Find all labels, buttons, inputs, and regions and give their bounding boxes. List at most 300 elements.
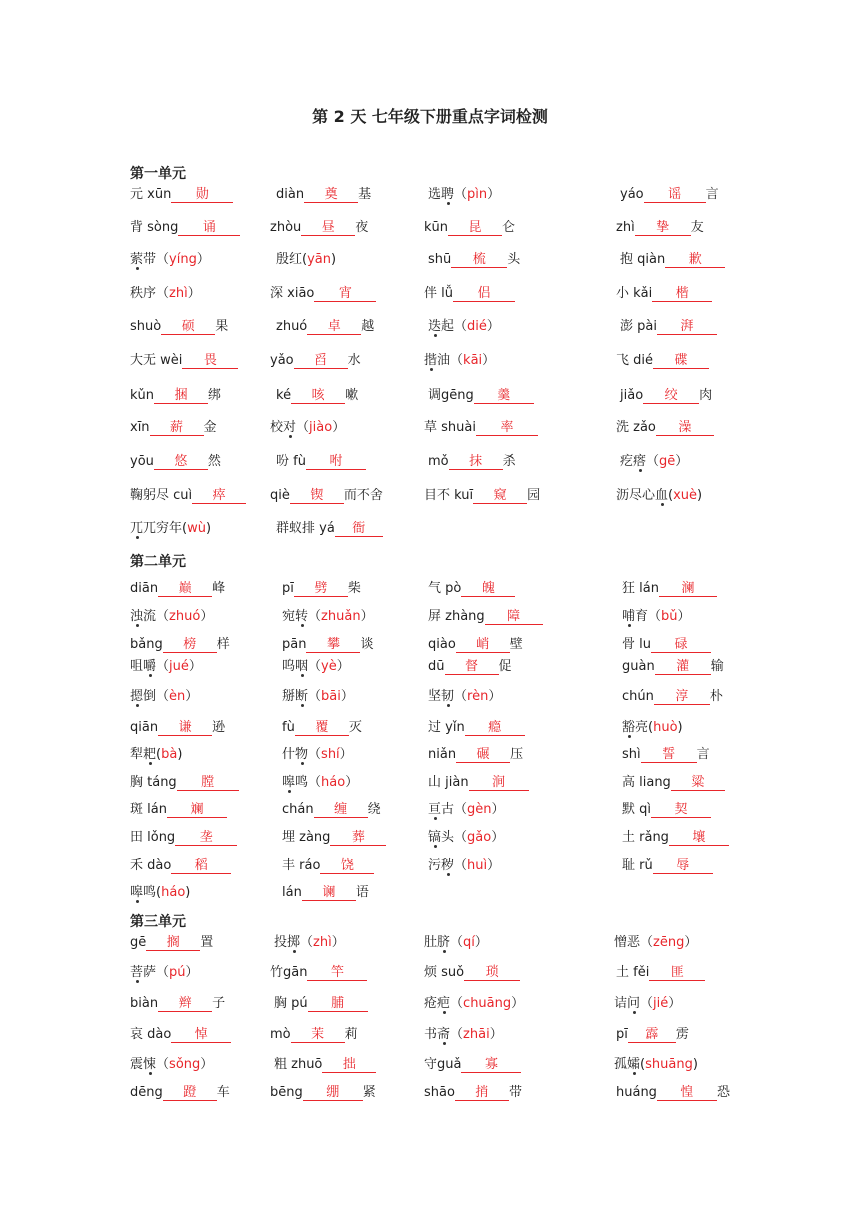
word-item xyxy=(614,934,697,952)
word-item xyxy=(428,857,500,875)
pinyin-answer: qí xyxy=(463,935,475,950)
pinyin-answer: yān xyxy=(307,252,331,267)
pinyin-answer: rèn xyxy=(467,689,489,704)
answer-blank: 捆 xyxy=(154,389,208,404)
prefix-text: 草 shuài xyxy=(424,420,476,435)
word-item xyxy=(622,719,683,737)
paren-close: ） xyxy=(668,996,682,1011)
prefix-text: 伴 lǚ xyxy=(424,286,453,301)
prefix-text: 诘 xyxy=(614,996,628,1011)
answer-blank: 楷 xyxy=(652,287,712,302)
word-item xyxy=(622,801,711,819)
word-item xyxy=(622,688,723,706)
paren-open: （ xyxy=(156,286,170,301)
paren-open: ( xyxy=(668,488,674,503)
suffix-text: 语 xyxy=(355,885,369,900)
prefix-text: diān xyxy=(130,581,159,596)
dotted-char: 菩 xyxy=(130,965,144,980)
dotted-char: 断 xyxy=(295,689,309,704)
paren-close: ） xyxy=(684,935,698,950)
word-item xyxy=(616,487,702,505)
prefix-text: qiào xyxy=(428,637,456,652)
answer-blank: 督 xyxy=(445,660,499,675)
answer-blank: 宵 xyxy=(314,287,376,302)
word-item xyxy=(130,352,238,370)
paren-open: （ xyxy=(296,420,310,435)
paren-open: （ xyxy=(156,965,170,980)
word-row xyxy=(0,186,860,208)
word-item xyxy=(622,658,724,676)
dotted-char: 血 xyxy=(655,488,669,503)
paren-open: （ xyxy=(454,802,468,817)
prefix-text: 粗 zhuō xyxy=(274,1057,323,1072)
answer-blank: 涧 xyxy=(469,776,529,791)
pinyin-answer: gē xyxy=(659,454,676,469)
suffix-text: 子 xyxy=(212,996,226,1011)
word-row xyxy=(0,995,860,1017)
dotted-char: 嗥 xyxy=(282,775,296,790)
prefix-text: kǔn xyxy=(130,388,155,403)
prefix-text: 狂 lán xyxy=(622,581,659,596)
prefix-text: 选 xyxy=(428,187,442,202)
paren-open: （ xyxy=(450,353,464,368)
prefix-text: 默 qì xyxy=(622,802,651,817)
word-row xyxy=(0,801,860,823)
dotted-char: 豁 xyxy=(622,720,636,735)
word-row xyxy=(0,520,860,542)
answer-blank: 窥 xyxy=(473,489,527,504)
word-item xyxy=(274,1056,376,1074)
suffix-text: 车 xyxy=(216,1085,230,1100)
prefix-text: jiǎo xyxy=(620,388,644,403)
word-item xyxy=(424,419,538,437)
pinyin-answer: jié xyxy=(653,996,669,1011)
prefix-text: 土 rǎng xyxy=(622,830,669,845)
suffix-text: 头 xyxy=(507,252,521,267)
word-item xyxy=(428,186,500,204)
answer-blank: 斓 xyxy=(167,803,227,818)
paren-close: ) xyxy=(205,521,212,536)
suffix-text: 杀 xyxy=(502,454,516,469)
paren-open: （ xyxy=(454,187,468,202)
answer-blank: 垄 xyxy=(175,831,237,846)
word-row xyxy=(0,719,860,741)
prefix-text: guàn xyxy=(622,659,655,674)
pinyin-answer: pú xyxy=(169,965,186,980)
suffix-text: 谈 xyxy=(360,637,374,652)
word-item xyxy=(428,801,505,819)
word-item xyxy=(282,658,350,676)
paren-open: （ xyxy=(648,609,662,624)
word-row xyxy=(0,453,860,475)
answer-blank: 障 xyxy=(485,610,543,625)
pinyin-answer: háo xyxy=(321,775,346,790)
pinyin-answer: bǔ xyxy=(661,609,678,624)
prefix-text: mò xyxy=(270,1027,291,1042)
prefix-text: 胸 pú xyxy=(274,996,308,1011)
dotted-char: 对 xyxy=(283,420,297,435)
prefix-text: 禾 dào xyxy=(130,858,172,873)
prefix-text: lán xyxy=(282,885,302,900)
answer-blank: 缠 xyxy=(314,803,368,818)
page-title: 第 2 天 七年级下册重点字词检测 xyxy=(312,107,548,126)
word-item xyxy=(270,1084,376,1102)
prefix-text: zhì xyxy=(616,220,635,235)
prefix-text: 田 lǒng xyxy=(130,830,176,845)
suffix-text: 灭 xyxy=(348,720,362,735)
pinyin-answer: zēng xyxy=(653,935,685,950)
word-item xyxy=(282,774,358,792)
word-item xyxy=(130,964,199,982)
answer-blank: 霹 xyxy=(628,1028,676,1043)
answer-blank: 葬 xyxy=(330,831,386,846)
word-item xyxy=(622,746,710,764)
paren-open: （ xyxy=(454,319,468,334)
prefix-text: chán xyxy=(282,802,314,817)
word-item xyxy=(130,580,225,598)
suffix-text: 紧 xyxy=(362,1085,376,1100)
word-row xyxy=(0,318,860,340)
answer-blank: 挚 xyxy=(635,221,691,236)
paren-open: ( xyxy=(302,252,308,267)
word-item xyxy=(616,219,704,237)
paren-open: （ xyxy=(450,935,464,950)
dotted-char: 镐 xyxy=(428,830,442,845)
word-item xyxy=(130,658,202,676)
answer-blank: 硕 xyxy=(161,320,215,335)
prefix-text: zhòu xyxy=(270,220,302,235)
prefix-text: 耻 rǔ xyxy=(622,858,653,873)
prefix-text: 书 xyxy=(424,1027,438,1042)
word-item xyxy=(130,688,198,706)
word-item xyxy=(616,352,709,370)
pinyin-answer: dié xyxy=(467,319,487,334)
prefix-text: bǎng xyxy=(130,637,163,652)
prefix-text: 大无 wèi xyxy=(130,353,183,368)
pinyin-answer: jiào xyxy=(309,420,333,435)
prefix-text: 竹gān xyxy=(270,965,308,980)
prefix-text: shuò xyxy=(130,319,162,334)
prefix-text: 元 xūn xyxy=(130,187,172,202)
pinyin-answer: zhì xyxy=(313,935,332,950)
paren-open: （ xyxy=(156,252,170,267)
paren-open: （ xyxy=(308,747,322,762)
word-item xyxy=(622,774,725,792)
word-text: 兀穷年 xyxy=(143,521,183,536)
paren-open: （ xyxy=(156,659,170,674)
word-row xyxy=(0,487,860,509)
pinyin-answer: bāi xyxy=(321,689,341,704)
paren-close: ） xyxy=(482,353,496,368)
prefix-text: 屏 zhàng xyxy=(428,609,485,624)
answer-blank: 壤 xyxy=(669,831,729,846)
pinyin-answer: gǎo xyxy=(467,830,492,845)
paren-close: ） xyxy=(196,252,210,267)
dotted-char: 嗥 xyxy=(130,885,144,900)
suffix-text: 输 xyxy=(710,659,724,674)
answer-blank: 畏 xyxy=(182,354,238,369)
answer-blank: 搁 xyxy=(146,936,200,951)
dotted-char: 物 xyxy=(295,747,309,762)
suffix-text: 绑 xyxy=(208,388,222,403)
paren-close: ） xyxy=(360,609,374,624)
word-item xyxy=(424,219,515,237)
word-item xyxy=(616,964,705,982)
word-item xyxy=(282,884,369,902)
prefix-text: pī xyxy=(616,1027,628,1042)
answer-blank: 昆 xyxy=(448,221,502,236)
prefix-text: biàn xyxy=(130,996,159,1011)
paren-close: ） xyxy=(345,775,359,790)
prefix-text: 丰 ráo xyxy=(282,858,321,873)
pinyin-answer: shuāng xyxy=(645,1057,693,1072)
paren-close: ) xyxy=(185,885,191,900)
prefix-text: 疮 xyxy=(424,996,438,1011)
dotted-char: 迭 xyxy=(428,319,442,334)
word-text: 倒 xyxy=(143,689,157,704)
answer-blank: 瘁 xyxy=(192,489,246,504)
prefix-text: kūn xyxy=(424,220,449,235)
prefix-text: qiè xyxy=(270,488,290,503)
paren-open: ( xyxy=(648,720,654,735)
answer-blank: 巅 xyxy=(158,582,212,597)
paren-open: （ xyxy=(308,609,322,624)
prefix-text: 宛 xyxy=(282,609,296,624)
word-item xyxy=(130,285,201,303)
word-row xyxy=(0,1084,860,1106)
pinyin-answer: shí xyxy=(321,747,340,762)
unit-heading: 第二单元 xyxy=(130,554,186,570)
word-item xyxy=(282,580,361,598)
word-item xyxy=(620,251,725,269)
word-item xyxy=(270,352,361,370)
answer-blank: 悠 xyxy=(154,455,208,470)
prefix-text: niǎn xyxy=(428,747,457,762)
suffix-text: 嗽 xyxy=(345,388,359,403)
answer-blank: 舀 xyxy=(294,354,348,369)
suffix-text: 柴 xyxy=(347,581,361,596)
answer-blank: 卓 xyxy=(307,320,361,335)
word-item xyxy=(616,1026,689,1044)
suffix-text: 言 xyxy=(696,747,710,762)
suffix-text: 基 xyxy=(358,187,372,202)
unit-heading: 第三单元 xyxy=(130,914,186,930)
answer-blank: 膛 xyxy=(177,776,239,791)
word-row xyxy=(0,285,860,307)
word-row xyxy=(0,580,860,602)
word-row xyxy=(0,774,860,796)
paren-open: ( xyxy=(182,521,188,536)
answer-blank: 锲 xyxy=(290,489,344,504)
prefix-text: 群蚁排 yá xyxy=(276,521,335,536)
answer-blank: 碌 xyxy=(651,638,711,653)
word-item xyxy=(130,453,221,471)
paren-close: ） xyxy=(185,689,199,704)
word-text: 育 xyxy=(635,609,649,624)
word-item xyxy=(428,774,529,792)
answer-blank: 捎 xyxy=(455,1086,509,1101)
dotted-char: 韧 xyxy=(441,689,455,704)
suffix-text: 恐 xyxy=(716,1085,730,1100)
prefix-text: qiān xyxy=(130,720,159,735)
prefix-text: yáo xyxy=(620,187,644,202)
paren-close: ） xyxy=(340,689,354,704)
prefix-text: 校 xyxy=(270,420,284,435)
pinyin-answer: huì xyxy=(467,858,488,873)
answer-blank: 榜 xyxy=(163,638,217,653)
answer-blank: 侣 xyxy=(453,287,515,302)
answer-blank: 抹 xyxy=(449,455,503,470)
word-item xyxy=(130,1084,230,1102)
suffix-text: 逊 xyxy=(212,720,226,735)
suffix-text: 水 xyxy=(347,353,361,368)
word-item xyxy=(424,995,524,1013)
answer-blank: 诵 xyxy=(178,221,240,236)
prefix-text: 抱 qiàn xyxy=(620,252,666,267)
word-item xyxy=(282,719,362,737)
prefix-text: 吩 fù xyxy=(276,454,306,469)
answer-blank: 蹬 xyxy=(163,1086,217,1101)
pinyin-answer: háo xyxy=(161,885,186,900)
suffix-text: 果 xyxy=(215,319,229,334)
prefix-text: 坚 xyxy=(428,689,442,704)
word-item xyxy=(130,934,213,952)
pinyin-answer: yíng xyxy=(169,252,197,267)
word-item xyxy=(614,995,681,1013)
paren-close: ） xyxy=(200,609,214,624)
paren-open: （ xyxy=(450,1027,464,1042)
prefix-text: huáng xyxy=(616,1085,657,1100)
paren-open: （ xyxy=(156,609,170,624)
word-item xyxy=(130,520,211,538)
answer-blank: 绞 xyxy=(643,389,699,404)
prefix-text: 烦 suǒ xyxy=(424,965,465,980)
paren-open: （ xyxy=(156,689,170,704)
word-item xyxy=(130,1026,231,1044)
prefix-text: pān xyxy=(282,637,307,652)
word-text: 油 xyxy=(437,353,451,368)
pinyin-answer: zhuǎn xyxy=(321,609,361,624)
paren-close: ） xyxy=(332,420,346,435)
word-item xyxy=(130,186,233,204)
pinyin-answer: zhāi xyxy=(463,1027,490,1042)
prefix-text: 山 jiàn xyxy=(428,775,469,790)
word-item xyxy=(424,964,520,982)
word-text: 鸣 xyxy=(143,885,157,900)
prefix-text: 孤 xyxy=(614,1057,628,1072)
answer-blank: 魄 xyxy=(461,582,515,597)
word-text: 头 xyxy=(441,830,455,845)
suffix-text: 绕 xyxy=(367,802,381,817)
prefix-text: 憎恶 xyxy=(614,935,641,950)
prefix-text: yǎo xyxy=(270,353,294,368)
unit-heading: 第一单元 xyxy=(130,166,186,182)
paren-open: ( xyxy=(156,747,162,762)
word-item xyxy=(130,774,239,792)
dotted-char: 瘩 xyxy=(633,454,647,469)
suffix-text: 夜 xyxy=(355,220,369,235)
paren-open: （ xyxy=(646,454,660,469)
answer-blank: 薪 xyxy=(150,421,204,436)
answer-blank: 悼 xyxy=(171,1028,231,1043)
paren-close: ） xyxy=(491,802,505,817)
prefix-text: pī xyxy=(282,581,294,596)
answer-blank: 谦 xyxy=(158,721,212,736)
suffix-text: 样 xyxy=(216,637,230,652)
word-item xyxy=(428,636,523,654)
paren-close: ） xyxy=(491,830,505,845)
answer-blank: 饶 xyxy=(320,859,374,874)
prefix-text: yōu xyxy=(130,454,154,469)
answer-blank: 瘾 xyxy=(465,721,525,736)
prefix-text: 小 kǎi xyxy=(616,286,653,301)
word-item xyxy=(270,487,383,505)
prefix-text: 哀 dào xyxy=(130,1027,172,1042)
word-item xyxy=(622,829,729,847)
word-item xyxy=(620,186,719,204)
answer-blank: 粱 xyxy=(671,776,725,791)
word-item xyxy=(622,608,691,626)
prefix-text: diàn xyxy=(276,187,305,202)
answer-blank: 覆 xyxy=(295,721,349,736)
prefix-text: 洗 zǎo xyxy=(616,420,656,435)
word-item xyxy=(428,318,500,336)
word-item xyxy=(130,487,246,505)
paren-open: ( xyxy=(156,885,162,900)
prefix-text: 犁 xyxy=(130,747,144,762)
word-item xyxy=(622,857,713,875)
prefix-text: 沥尽心 xyxy=(616,488,656,503)
answer-blank: 竿 xyxy=(307,966,367,981)
dotted-char: 问 xyxy=(627,996,641,1011)
word-item xyxy=(276,251,336,269)
dotted-char: 摁 xyxy=(130,689,144,704)
dotted-char: 秽 xyxy=(441,858,455,873)
word-row xyxy=(0,688,860,710)
word-item xyxy=(130,884,190,902)
suffix-text: 友 xyxy=(690,220,704,235)
paren-open: （ xyxy=(454,830,468,845)
pinyin-answer: bà xyxy=(161,747,178,762)
dotted-char: 孀 xyxy=(627,1057,641,1072)
prefix-text: 过 yǐn xyxy=(428,720,465,735)
word-row xyxy=(0,636,860,658)
pinyin-answer: xuè xyxy=(673,488,698,503)
word-item xyxy=(428,658,512,676)
paren-close: ） xyxy=(489,1027,503,1042)
word-item xyxy=(130,995,225,1013)
word-text: 流 xyxy=(143,609,157,624)
word-item xyxy=(130,857,231,875)
prefix-text: 守guǎ xyxy=(424,1057,462,1072)
answer-blank: 湃 xyxy=(657,320,717,335)
answer-blank: 咐 xyxy=(306,455,366,470)
word-item xyxy=(282,688,354,706)
paren-close: ) xyxy=(177,747,183,762)
word-item xyxy=(428,608,543,626)
prefix-text: shì xyxy=(622,747,641,762)
word-item xyxy=(276,520,383,538)
suffix-text: 言 xyxy=(705,187,719,202)
word-item xyxy=(130,636,230,654)
word-row xyxy=(0,746,860,768)
word-item xyxy=(270,219,368,237)
word-row xyxy=(0,251,860,273)
word-item xyxy=(424,285,515,303)
word-item xyxy=(616,419,714,437)
pinyin-answer: pìn xyxy=(467,187,488,202)
answer-blank: 勋 xyxy=(171,188,233,203)
